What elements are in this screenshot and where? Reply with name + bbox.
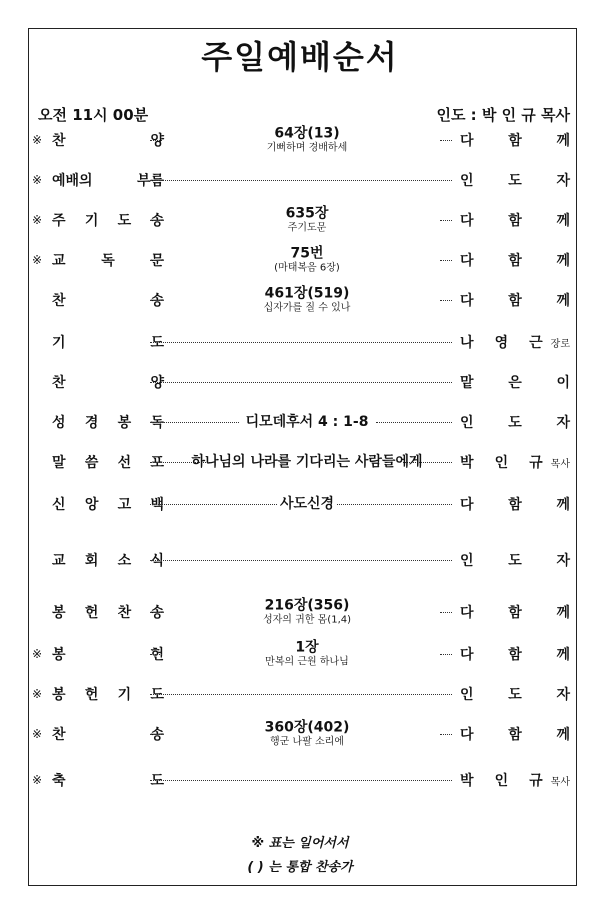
program-item-detail [162,246,452,275]
program-item-detail [162,286,452,315]
dotted-leader [150,300,162,301]
standing-mark: ※ [32,133,43,147]
program-item-label: 찬 양 [52,133,164,149]
program-item-label: 교 회 소 식 [52,553,164,569]
program-row [32,364,570,400]
detail-main: 635장 [285,205,329,222]
program-item-responsible [460,170,570,190]
program-item-responsible [460,684,570,704]
program-item-responsible [460,250,570,270]
program-item-detail [162,454,452,470]
responsible-name: 다 함 께 [460,647,570,663]
standing-note: ※ 표는 일어서서 [251,836,349,851]
responsible-name: 다 함 께 [460,605,570,621]
responsible-name: 인 도 자 [460,173,570,189]
responsible-title: 목사 [550,777,570,788]
program-item-label: 주 기 도 송 [52,213,164,229]
detail-main: 하나님의 나라를 기다리는 사람들에게 [191,454,423,470]
responsible-name: 다 함 께 [460,727,570,743]
program-item-responsible [460,602,570,622]
detail-sub: 주기도문 [287,222,327,234]
program-item-responsible [460,290,570,310]
standing-mark: ※ [32,253,43,267]
responsible-name: 맡 은 이 [460,375,570,391]
program-item-detail [162,206,452,235]
detail-sub: 만복의 근원 하나님 [265,656,349,668]
program-item-responsible [460,412,570,432]
program-row [32,486,570,522]
program-item-responsible [460,770,570,790]
service-time: 오전 11시 00분 [38,106,149,124]
dotted-leader [150,140,162,141]
program-item-responsible [460,644,570,664]
dotted-leader [150,260,162,261]
program-row [32,762,570,798]
program-row [32,324,570,360]
program-item-label: 봉 헌 [52,647,164,663]
responsible-name: 다 함 께 [460,293,570,309]
program-item-responsible [460,210,570,230]
program-item-label: 봉 헌 기 도 [52,687,164,703]
program-item-label: 기 도 [52,335,164,351]
detail-main: 디모데후서 4 : 1-8 [245,414,369,430]
program-item-detail [162,598,452,627]
responsible-name: 인 도 자 [460,687,570,703]
standing-mark: ※ [32,727,43,741]
responsible-name: 다 함 께 [460,133,570,149]
dotted-leader [150,342,452,343]
dotted-leader [150,734,162,735]
dotted-leader [150,654,162,655]
detail-sub: 기뻐하며 경배하세 [266,142,348,154]
responsible-name: 박 인 규 [460,773,543,789]
program-row [32,636,570,672]
service-leader: 인도 : 박 인 규 목사 [436,106,570,124]
program-row [32,122,570,158]
dotted-leader [150,382,452,383]
detail-main: 75번 [290,245,324,262]
detail-sub: 십자가를 질 수 있나 [263,302,351,314]
responsible-name: 나 영 근 [460,335,543,351]
dotted-leader [150,180,452,181]
standing-mark: ※ [32,213,43,227]
program-item-label: 교 독 문 [52,253,164,269]
program-item-label: 찬 송 [52,293,164,309]
responsible-name: 인 도 자 [460,553,570,569]
detail-main: 216장(356) [264,597,350,614]
program-item-responsible [460,494,570,514]
dotted-leader [150,560,452,561]
detail-main: 사도신경 [279,496,335,512]
responsible-name: 박 인 규 [460,455,543,471]
hymnal-note: ( ) 는 통합 찬송가 [247,860,353,875]
program-item-responsible [460,372,570,392]
standing-mark: ※ [32,173,43,187]
program-item-label: 축 도 [52,773,164,789]
program-item-detail [162,640,452,669]
program-item-detail [162,496,452,512]
responsible-name: 다 함 께 [460,213,570,229]
program-item-label: 예배의 부름 [52,173,164,189]
responsible-title: 장로 [550,339,570,350]
detail-sub: 행군 나팔 소리에 [270,736,344,748]
dotted-leader [150,694,452,695]
dotted-leader [150,220,162,221]
detail-main: 1장 [295,639,319,656]
responsible-title: 목사 [550,459,570,470]
program-item-label: 찬 양 [52,375,164,391]
program-row [32,202,570,238]
page-title: 주일예배순서 [201,38,399,76]
detail-main: 64장(13) [274,125,340,142]
standing-mark: ※ [32,687,43,701]
program-row [32,444,570,480]
program-item-detail [162,126,452,155]
program-row [32,282,570,318]
program-item-label: 신 앙 고 백 [52,497,164,513]
responsible-name: 인 도 자 [460,415,570,431]
detail-main: 461장(519) [264,285,350,302]
program-row [32,716,570,752]
program-item-responsible [460,724,570,744]
standing-mark: ※ [32,647,43,661]
program-item-responsible [460,550,570,570]
program-item-label: 봉 헌 찬 송 [52,605,164,621]
program-item-detail [162,414,452,430]
program-row [32,162,570,198]
detail-sub: (마태복음 6장) [274,262,340,274]
program-item-responsible [460,332,570,352]
program-item-responsible [460,452,570,472]
detail-sub: 성자의 귀한 몸(1,4) [262,614,352,626]
dotted-leader [150,780,452,781]
responsible-name: 다 함 께 [460,253,570,269]
responsible-name: 다 함 께 [460,497,570,513]
program-item-responsible [460,130,570,150]
detail-main: 360장(402) [264,719,350,736]
dotted-leader [150,612,162,613]
program-row [32,404,570,440]
program-row [32,542,570,578]
standing-mark: ※ [32,773,43,787]
program-row [32,242,570,278]
program-item-label: 찬 송 [52,727,164,743]
program-item-label: 성 경 봉 독 [52,415,164,431]
program-item-detail [162,720,452,749]
program-item-label: 말 씀 선 포 [52,455,164,471]
program-row [32,676,570,712]
program-row [32,594,570,630]
